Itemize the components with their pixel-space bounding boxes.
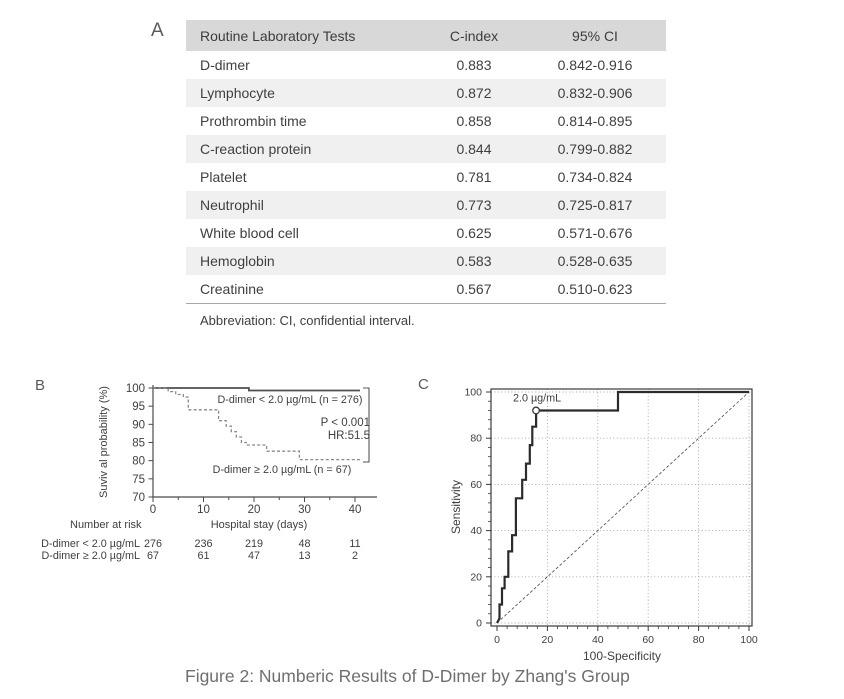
risk-value: 11: [349, 538, 361, 550]
km-xtick-label: 40: [348, 504, 362, 516]
test-name: White blood cell: [200, 225, 299, 241]
col-header-ci: 95% CI: [572, 27, 618, 44]
km-p-value: P < 0.001: [320, 417, 370, 429]
ci-value: 0.734-0.824: [557, 169, 633, 185]
lab-table: [186, 20, 666, 328]
ci-value: 0.832-0.906: [557, 85, 633, 101]
table-row: [186, 135, 666, 163]
roc-plot-frame: [491, 389, 752, 626]
c-index-value: 0.858: [456, 113, 492, 129]
km-curve-below-cutoff: [153, 388, 360, 391]
risk-value: 2: [351, 550, 359, 562]
test-name: Platelet: [200, 169, 247, 185]
panel-a-label: A: [151, 20, 164, 41]
risk-value: 236: [194, 538, 213, 550]
km-ytick-label: 85: [132, 437, 145, 450]
km-hazard-ratio: HR:51.5: [327, 430, 370, 442]
table-row: [186, 191, 666, 219]
roc-ylabel: Sensitivity: [449, 479, 463, 535]
ci-value: 0.799-0.882: [557, 141, 633, 157]
col-header-test: Routine Laboratory Tests: [200, 27, 356, 44]
c-index-value: 0.781: [456, 169, 492, 185]
roc-ytick-label: 60: [470, 478, 482, 491]
test-name: Lymphocyte: [200, 85, 275, 101]
c-index-value: 0.844: [456, 141, 492, 157]
panel-c-label: C: [418, 376, 429, 393]
number-at-risk-title: Number at risk: [70, 519, 142, 531]
table-row: [186, 79, 666, 107]
ci-value: 0.725-0.817: [557, 197, 633, 213]
c-index-value: 0.773: [456, 197, 492, 213]
km-series-label-high: D-dimer ≥ 2.0 µg/mL (n = 67): [212, 464, 352, 476]
table-row: [186, 107, 666, 135]
ci-value: 0.571-0.676: [557, 225, 633, 241]
risk-value: 61: [197, 550, 210, 562]
roc-ytick-label: 100: [464, 386, 482, 399]
ci-value: 0.842-0.916: [557, 57, 633, 73]
km-ytick-label: 95: [132, 401, 145, 414]
risk-value: 67: [146, 550, 160, 562]
km-ytick-label: 90: [132, 419, 145, 432]
ci-value: 0.528-0.635: [557, 253, 633, 269]
test-name: Creatinine: [200, 281, 264, 297]
roc-xlabel: 100-Specificity: [582, 649, 662, 663]
roc-ytick-label: 20: [470, 571, 482, 584]
c-index-value: 0.583: [456, 253, 492, 269]
table-row: [186, 275, 666, 303]
roc-xtick-label: 80: [692, 634, 705, 646]
roc-xtick-label: 60: [642, 634, 655, 646]
risk-row-label: D-dimer < 2.0 µg/mL: [41, 538, 140, 550]
roc-plot: [440, 376, 780, 671]
table-footnote: Abbreviation: CI, confidential interval.: [200, 313, 415, 328]
table-row: [186, 163, 666, 191]
roc-ytick-label: 40: [470, 525, 482, 538]
figure-caption: Figure 2: Numberic Results of D-Dimer by Zhang's Group: [185, 666, 630, 686]
table-row: [186, 219, 666, 247]
km-xtick-label: 10: [197, 504, 210, 516]
test-name: C-reaction protein: [200, 141, 312, 157]
roc-xtick-label: 40: [591, 634, 604, 646]
km-ytick-label: 80: [132, 455, 145, 468]
roc-xtick-label: 20: [541, 634, 554, 646]
lab-table-header: [186, 20, 666, 51]
c-index-value: 0.883: [456, 57, 492, 73]
roc-xtick-label: 0: [494, 634, 500, 646]
km-ylabel: Suviv al probability (%): [98, 386, 110, 498]
risk-value: 13: [298, 550, 311, 562]
ci-value: 0.814-0.895: [557, 113, 633, 129]
table-row: [186, 51, 666, 79]
km-xtick-label: 0: [149, 504, 157, 516]
km-xtick-label: 20: [247, 504, 261, 516]
test-name: Neutrophil: [200, 197, 264, 213]
km-survival-plot: [30, 375, 390, 570]
km-xlabel: Hospital stay (days): [210, 519, 308, 531]
table-row: [186, 247, 666, 275]
risk-value: 219: [244, 538, 264, 550]
c-index-value: 0.872: [456, 85, 492, 101]
roc-ytick-label: 80: [470, 432, 482, 445]
km-ytick-label: 75: [132, 473, 145, 486]
km-ytick-label: 70: [132, 491, 145, 504]
lab-table-rows: [186, 51, 666, 304]
km-xtick-label: 30: [298, 504, 311, 516]
c-index-value: 0.567: [456, 281, 492, 297]
risk-value: 48: [298, 538, 311, 550]
risk-row-label: D-dimer ≥ 2.0 µg/mL: [41, 550, 140, 562]
roc-cutoff-marker: [533, 407, 540, 414]
risk-value: 47: [247, 550, 261, 562]
test-name: D-dimer: [200, 57, 250, 73]
test-name: Prothrombin time: [200, 113, 307, 129]
km-series-label-low: D-dimer < 2.0 µg/mL (n = 276): [217, 394, 363, 406]
roc-cutoff-label: 2.0 µg/mL: [512, 392, 562, 405]
ci-value: 0.510-0.623: [557, 281, 633, 297]
col-header-cindex: C-index: [449, 27, 499, 44]
panel-b-label: B: [35, 377, 46, 394]
test-name: Hemoglobin: [200, 253, 275, 269]
roc-xtick-label: 100: [740, 634, 758, 646]
c-index-value: 0.625: [456, 225, 492, 241]
km-ytick-label: 100: [125, 383, 145, 395]
risk-value: 276: [143, 538, 163, 550]
roc-ytick-label: 0: [476, 617, 482, 630]
